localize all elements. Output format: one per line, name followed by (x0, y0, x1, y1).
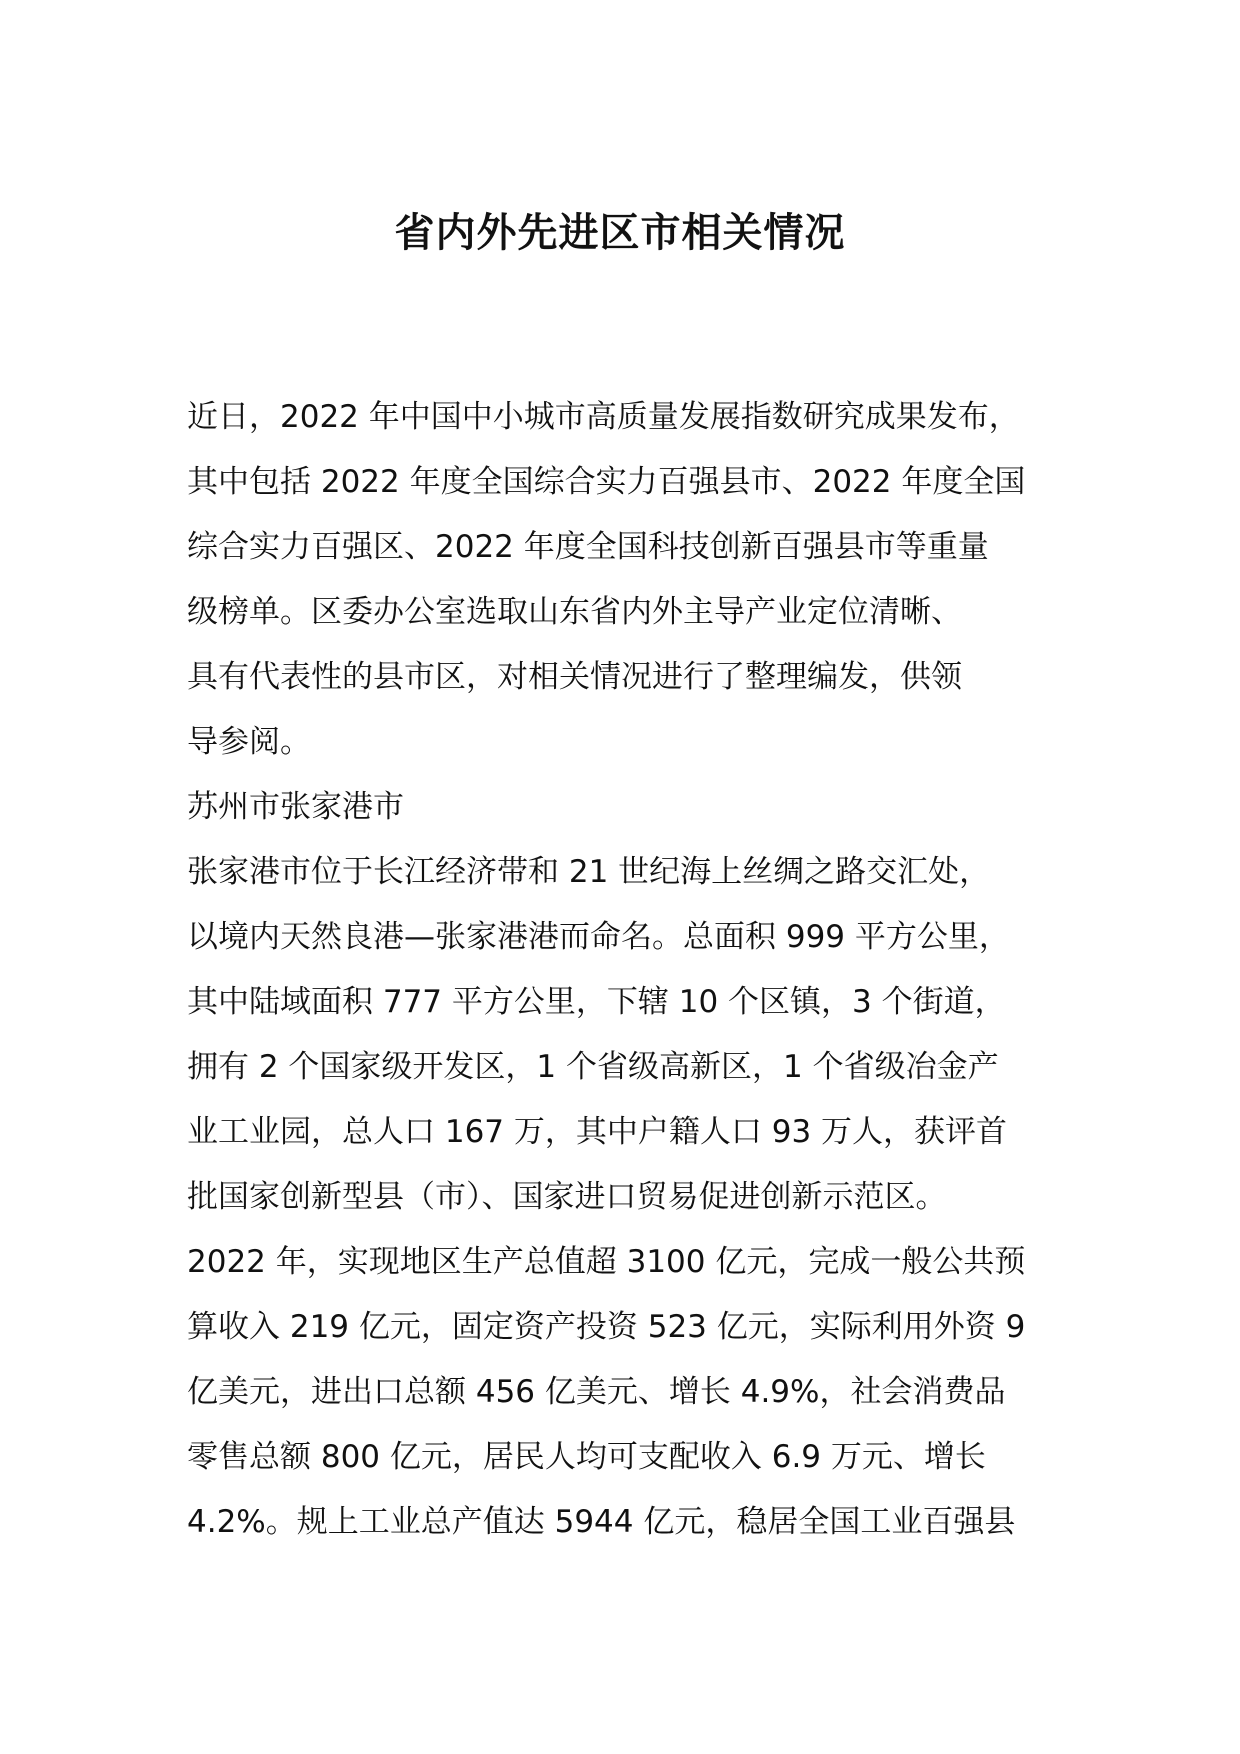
paragraph-line: 具有代表性的县市区，对相关情况进行了整理编发，供领 (187, 659, 962, 695)
document-body (187, 385, 1087, 1555)
paragraph-line: 4.2%。规上工业总产值达 5944 亿元，稳居全国工业百强县 (187, 1504, 1016, 1540)
paragraph-line: 亿美元，进出口总额 456 亿美元、增长 4.9%，社会消费品 (187, 1374, 1006, 1410)
paragraph-line: 张家港市位于长江经济带和 21 世纪海上丝绸之路交汇处， (187, 854, 991, 890)
paragraph-line: 2022 年，实现地区生产总值超 3100 亿元，完成一般公共预 (187, 1244, 1026, 1280)
paragraph-line: 算收入 219 亿元，固定资产投资 523 亿元，实际利用外资 9 (187, 1309, 1026, 1345)
document-title: 省内外先进区市相关情况 (394, 210, 846, 256)
paragraph-line: 近日，2022 年中国中小城市高质量发展指数研究成果发布， (187, 399, 1020, 435)
paragraph-line: 以境内天然良港—张家港港而命名。总面积 999 平方公里， (187, 919, 1010, 955)
section-heading: 苏州市张家港市 (187, 789, 404, 825)
paragraph-line: 级榜单。区委办公室选取山东省内外主导产业定位清晰、 (187, 594, 962, 630)
paragraph-line: 拥有 2 个国家级开发区，1 个省级高新区，1 个省级冶金产 (187, 1049, 999, 1085)
paragraph-line: 零售总额 800 亿元，居民人均可支配收入 6.9 万元、增长 (187, 1439, 986, 1475)
paragraph-line: 其中包括 2022 年度全国综合实力百强县市、2022 年度全国 (187, 464, 1026, 500)
paragraph-line: 批国家创新型县（市）、国家进口贸易促进创新示范区。 (187, 1179, 947, 1215)
paragraph-line: 其中陆域面积 777 平方公里，下辖 10 个区镇，3 个街道， (187, 984, 1006, 1020)
paragraph-line: 业工业园，总人口 167 万，其中户籍人口 93 万人，获评首 (187, 1114, 1008, 1150)
paragraph-line: 导参阅。 (187, 724, 311, 760)
paragraph-line: 综合实力百强区、2022 年度全国科技创新百强县市等重量 (187, 529, 989, 565)
